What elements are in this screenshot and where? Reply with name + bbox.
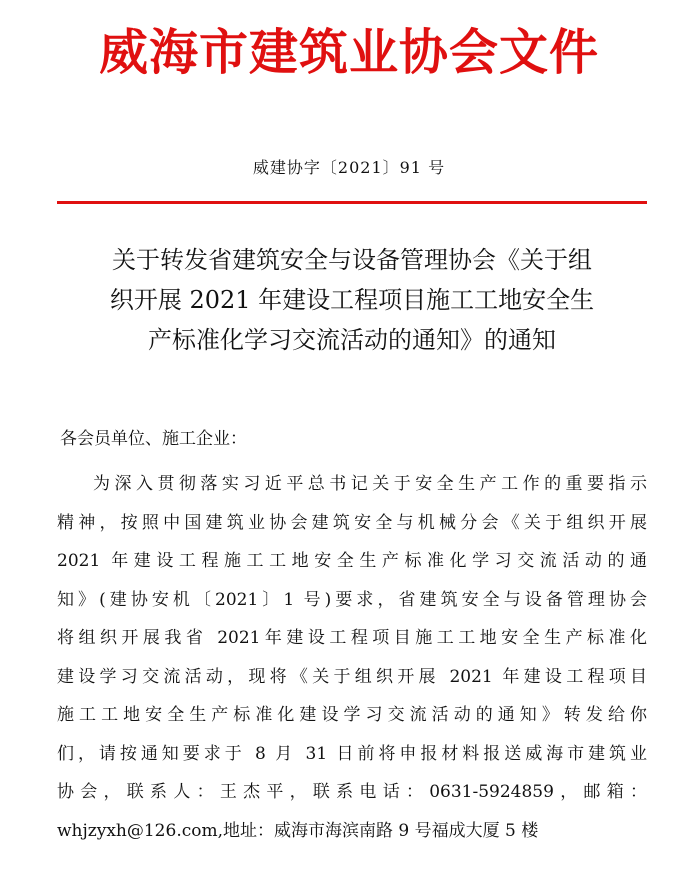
body-line: 施工工地安全生产标准化建设学习交流活动的通知》转发给你 (57, 705, 647, 725)
red-divider-line (57, 201, 647, 204)
body-line: 将组织开展我省 2021年建设工程项目施工工地安全生产标准化 (57, 628, 647, 648)
body-text (57, 465, 647, 850)
document-headline (57, 240, 647, 360)
headline-line: 关于转发省建筑安全与设备管理协会《关于组 (112, 246, 592, 274)
headline-line: 产标准化学习交流活动的通知》的通知 (148, 326, 556, 354)
body-line: 为深入贯彻落实习近平总书记关于安全生产工作的重要指示 (93, 474, 647, 494)
body-line: whjzyxh@126.com,地址：威海市海滨南路 9 号福成大厦 5 楼 (57, 820, 539, 841)
body-line: 们，请按通知要求于 8 月 31 日前将申报材料报送威海市建筑业 (57, 743, 647, 764)
body-line: 知》(建协安机〔2021〕1 号)要求，省建筑安全与设备管理协会 (57, 589, 647, 610)
headline-line: 织开展 2021 年建设工程项目施工工地安全生 (109, 286, 595, 314)
org-title: 威海市建筑业协会文件 (98, 23, 599, 81)
body-line: 建设学习交流活动，现将《关于组织开展 2021 年建设工程项目 (57, 666, 647, 687)
body-line: 精神，按照中国建筑业协会建筑安全与机械分会《关于组织开展 (57, 512, 647, 533)
body-line: 协会，联系人：王杰平，联系电话：0631-5924859，邮箱： (57, 782, 647, 802)
document-number: 威建协字〔2021〕91 号 (252, 158, 446, 177)
body-line: 2021 年建设工程施工工地安全生产标准化学习交流活动的通 (57, 551, 647, 571)
salutation: 各会员单位、施工企业： (60, 429, 247, 449)
